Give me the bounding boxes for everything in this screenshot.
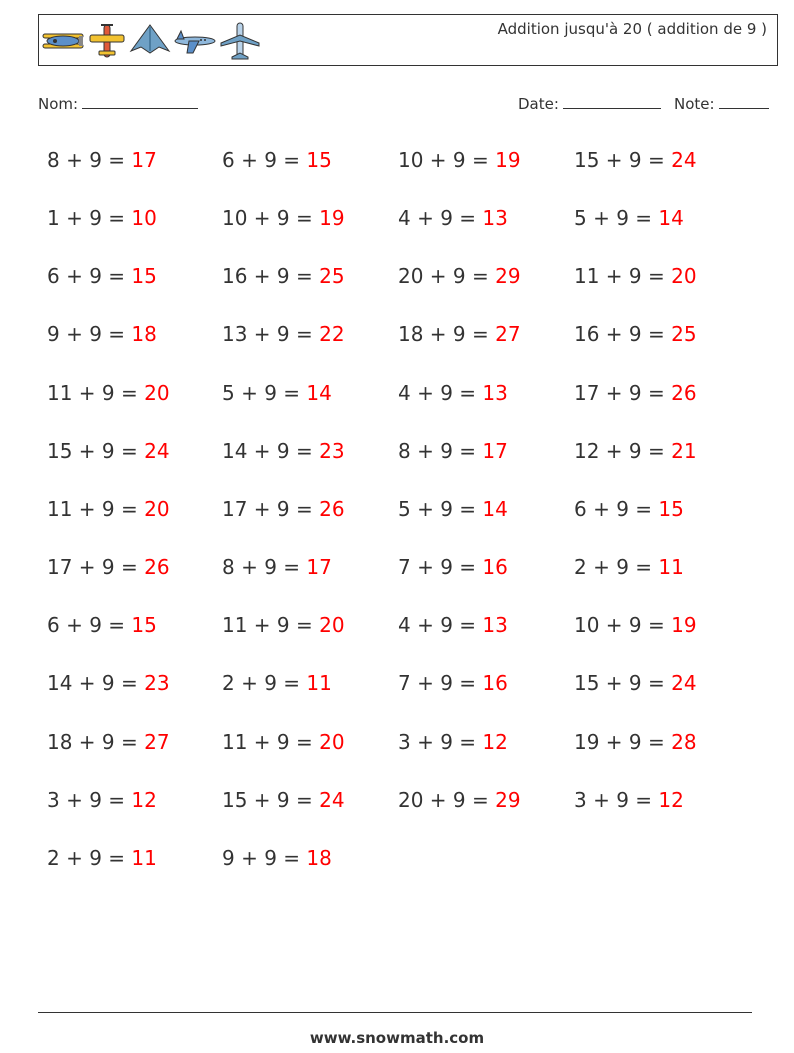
problem-answer: 15 bbox=[131, 264, 157, 288]
header-box bbox=[38, 14, 778, 66]
problem-answer: 16 bbox=[482, 671, 508, 695]
problem-question: 14 + 9 = bbox=[47, 671, 145, 695]
propeller-plane-icon bbox=[87, 21, 127, 61]
problem-question: 5 + 9 = bbox=[574, 206, 659, 230]
problem-item bbox=[47, 148, 157, 172]
problem-question: 6 + 9 = bbox=[222, 148, 307, 172]
problem-answer: 11 bbox=[658, 555, 684, 579]
problem-question: 18 + 9 = bbox=[47, 730, 145, 754]
problem-question: 2 + 9 = bbox=[222, 671, 307, 695]
biplane-icon bbox=[41, 21, 85, 61]
problem-item bbox=[222, 555, 332, 579]
problem-item bbox=[222, 322, 345, 346]
name-line bbox=[82, 94, 198, 109]
problem-item bbox=[47, 264, 157, 288]
problem-question: 17 + 9 = bbox=[47, 555, 145, 579]
problem-item bbox=[398, 671, 508, 695]
problem-item bbox=[398, 439, 508, 463]
date-label: Date: bbox=[518, 95, 559, 113]
problem-answer: 17 bbox=[482, 439, 508, 463]
problem-answer: 18 bbox=[131, 322, 157, 346]
problem-answer: 12 bbox=[658, 788, 684, 812]
problem-item bbox=[222, 788, 345, 812]
problem-answer: 21 bbox=[671, 439, 697, 463]
jet-plane-icon bbox=[173, 21, 217, 61]
problem-question: 17 + 9 = bbox=[222, 497, 320, 521]
problem-answer: 27 bbox=[144, 730, 170, 754]
problem-question: 3 + 9 = bbox=[398, 730, 483, 754]
problem-answer: 17 bbox=[306, 555, 332, 579]
problem-question: 11 + 9 = bbox=[47, 381, 145, 405]
problem-question: 6 + 9 = bbox=[47, 613, 132, 637]
date-line bbox=[563, 94, 661, 109]
problem-item bbox=[222, 671, 332, 695]
problem-answer: 26 bbox=[671, 381, 697, 405]
problem-question: 15 + 9 = bbox=[47, 439, 145, 463]
problem-item bbox=[574, 381, 697, 405]
problem-question: 10 + 9 = bbox=[574, 613, 672, 637]
problem-item bbox=[222, 148, 332, 172]
grade-label: Note: bbox=[674, 95, 715, 113]
problem-item bbox=[398, 613, 508, 637]
problem-question: 11 + 9 = bbox=[222, 730, 320, 754]
problem-item bbox=[574, 206, 684, 230]
problem-item bbox=[398, 730, 508, 754]
problem-question: 1 + 9 = bbox=[47, 206, 132, 230]
problem-question: 7 + 9 = bbox=[398, 555, 483, 579]
problem-answer: 18 bbox=[306, 846, 332, 870]
problem-item bbox=[222, 497, 345, 521]
problem-question: 18 + 9 = bbox=[398, 322, 496, 346]
problem-item bbox=[47, 206, 157, 230]
problem-question: 2 + 9 = bbox=[47, 846, 132, 870]
problem-item bbox=[47, 730, 170, 754]
problem-question: 9 + 9 = bbox=[222, 846, 307, 870]
problem-answer: 27 bbox=[495, 322, 521, 346]
problem-item bbox=[574, 439, 697, 463]
problem-answer: 14 bbox=[482, 497, 508, 521]
problem-question: 8 + 9 = bbox=[47, 148, 132, 172]
problem-question: 20 + 9 = bbox=[398, 264, 496, 288]
problem-answer: 20 bbox=[144, 381, 170, 405]
problem-answer: 20 bbox=[144, 497, 170, 521]
problem-answer: 14 bbox=[658, 206, 684, 230]
problem-question: 11 + 9 = bbox=[574, 264, 672, 288]
problem-answer: 26 bbox=[144, 555, 170, 579]
problem-item bbox=[222, 206, 345, 230]
problem-item bbox=[398, 264, 521, 288]
problem-answer: 17 bbox=[131, 148, 157, 172]
footer-url: www.snowmath.com bbox=[309, 1029, 485, 1047]
problem-item bbox=[574, 730, 697, 754]
problem-answer: 14 bbox=[306, 381, 332, 405]
problem-question: 2 + 9 = bbox=[574, 555, 659, 579]
icon-strip bbox=[41, 21, 261, 61]
problem-question: 4 + 9 = bbox=[398, 381, 483, 405]
problem-question: 9 + 9 = bbox=[47, 322, 132, 346]
problem-question: 13 + 9 = bbox=[222, 322, 320, 346]
problem-answer: 24 bbox=[671, 671, 697, 695]
problem-item bbox=[47, 322, 157, 346]
problem-item bbox=[222, 381, 332, 405]
problem-item bbox=[398, 206, 508, 230]
problem-item bbox=[47, 788, 157, 812]
problem-answer: 23 bbox=[144, 671, 170, 695]
problem-question: 5 + 9 = bbox=[398, 497, 483, 521]
problem-item bbox=[222, 613, 345, 637]
problem-question: 16 + 9 = bbox=[574, 322, 672, 346]
problem-item bbox=[398, 555, 508, 579]
problem-item bbox=[574, 671, 697, 695]
problem-answer: 15 bbox=[658, 497, 684, 521]
problem-item bbox=[574, 148, 697, 172]
problem-item bbox=[47, 671, 170, 695]
worksheet-title: Addition jusqu'à 20 ( addition de 9 ) bbox=[497, 20, 767, 38]
problem-answer: 19 bbox=[319, 206, 345, 230]
problem-answer: 25 bbox=[319, 264, 345, 288]
problem-item bbox=[47, 846, 157, 870]
problem-question: 12 + 9 = bbox=[574, 439, 672, 463]
footer-rule bbox=[38, 1012, 752, 1013]
problem-question: 14 + 9 = bbox=[222, 439, 320, 463]
problem-item bbox=[574, 555, 684, 579]
problem-answer: 13 bbox=[482, 381, 508, 405]
name-label: Nom: bbox=[38, 95, 79, 113]
problem-answer: 19 bbox=[495, 148, 521, 172]
problem-question: 5 + 9 = bbox=[222, 381, 307, 405]
problem-item bbox=[47, 439, 170, 463]
problem-question: 16 + 9 = bbox=[222, 264, 320, 288]
problem-answer: 20 bbox=[319, 613, 345, 637]
problem-item bbox=[398, 148, 521, 172]
problem-item bbox=[398, 788, 521, 812]
problem-item bbox=[398, 497, 508, 521]
problem-answer: 16 bbox=[482, 555, 508, 579]
problem-item bbox=[47, 497, 170, 521]
grade-line bbox=[719, 94, 769, 109]
problem-question: 17 + 9 = bbox=[574, 381, 672, 405]
problem-item bbox=[47, 555, 170, 579]
problem-item bbox=[47, 381, 170, 405]
problem-question: 20 + 9 = bbox=[398, 788, 496, 812]
problem-item bbox=[574, 264, 697, 288]
problem-answer: 15 bbox=[306, 148, 332, 172]
problem-question: 10 + 9 = bbox=[222, 206, 320, 230]
problem-answer: 11 bbox=[131, 846, 157, 870]
grade-field bbox=[674, 94, 769, 113]
problem-answer: 25 bbox=[671, 322, 697, 346]
problem-item bbox=[574, 322, 697, 346]
problem-answer: 22 bbox=[319, 322, 345, 346]
problem-item bbox=[574, 497, 684, 521]
problem-answer: 20 bbox=[671, 264, 697, 288]
problem-answer: 26 bbox=[319, 497, 345, 521]
problem-item bbox=[398, 322, 521, 346]
problem-question: 8 + 9 = bbox=[398, 439, 483, 463]
problem-question: 15 + 9 = bbox=[222, 788, 320, 812]
problem-item bbox=[222, 730, 345, 754]
problem-question: 10 + 9 = bbox=[398, 148, 496, 172]
problem-item bbox=[222, 439, 345, 463]
problem-answer: 28 bbox=[671, 730, 697, 754]
problem-answer: 13 bbox=[482, 613, 508, 637]
problem-question: 4 + 9 = bbox=[398, 613, 483, 637]
problem-answer: 24 bbox=[671, 148, 697, 172]
problem-item bbox=[222, 264, 345, 288]
problem-answer: 10 bbox=[131, 206, 157, 230]
problem-answer: 20 bbox=[319, 730, 345, 754]
problem-item bbox=[574, 613, 697, 637]
stealth-bomber-icon bbox=[129, 21, 171, 61]
problem-item bbox=[574, 788, 684, 812]
problem-answer: 29 bbox=[495, 788, 521, 812]
problem-item bbox=[398, 381, 508, 405]
problem-answer: 19 bbox=[671, 613, 697, 637]
problem-question: 7 + 9 = bbox=[398, 671, 483, 695]
problem-question: 15 + 9 = bbox=[574, 148, 672, 172]
date-field bbox=[518, 94, 661, 113]
problem-answer: 24 bbox=[144, 439, 170, 463]
problem-question: 11 + 9 = bbox=[47, 497, 145, 521]
problem-answer: 13 bbox=[482, 206, 508, 230]
problem-question: 6 + 9 = bbox=[47, 264, 132, 288]
problem-answer: 11 bbox=[306, 671, 332, 695]
problem-question: 3 + 9 = bbox=[47, 788, 132, 812]
problem-item bbox=[222, 846, 332, 870]
airliner-icon bbox=[219, 21, 261, 61]
problem-answer: 24 bbox=[319, 788, 345, 812]
problem-question: 8 + 9 = bbox=[222, 555, 307, 579]
problem-item bbox=[47, 613, 157, 637]
name-field bbox=[38, 94, 198, 113]
problem-answer: 29 bbox=[495, 264, 521, 288]
problem-question: 6 + 9 = bbox=[574, 497, 659, 521]
problem-answer: 23 bbox=[319, 439, 345, 463]
problem-answer: 15 bbox=[131, 613, 157, 637]
problem-question: 19 + 9 = bbox=[574, 730, 672, 754]
problem-question: 15 + 9 = bbox=[574, 671, 672, 695]
problem-question: 3 + 9 = bbox=[574, 788, 659, 812]
problem-question: 4 + 9 = bbox=[398, 206, 483, 230]
problem-answer: 12 bbox=[131, 788, 157, 812]
problem-answer: 12 bbox=[482, 730, 508, 754]
problem-question: 11 + 9 = bbox=[222, 613, 320, 637]
